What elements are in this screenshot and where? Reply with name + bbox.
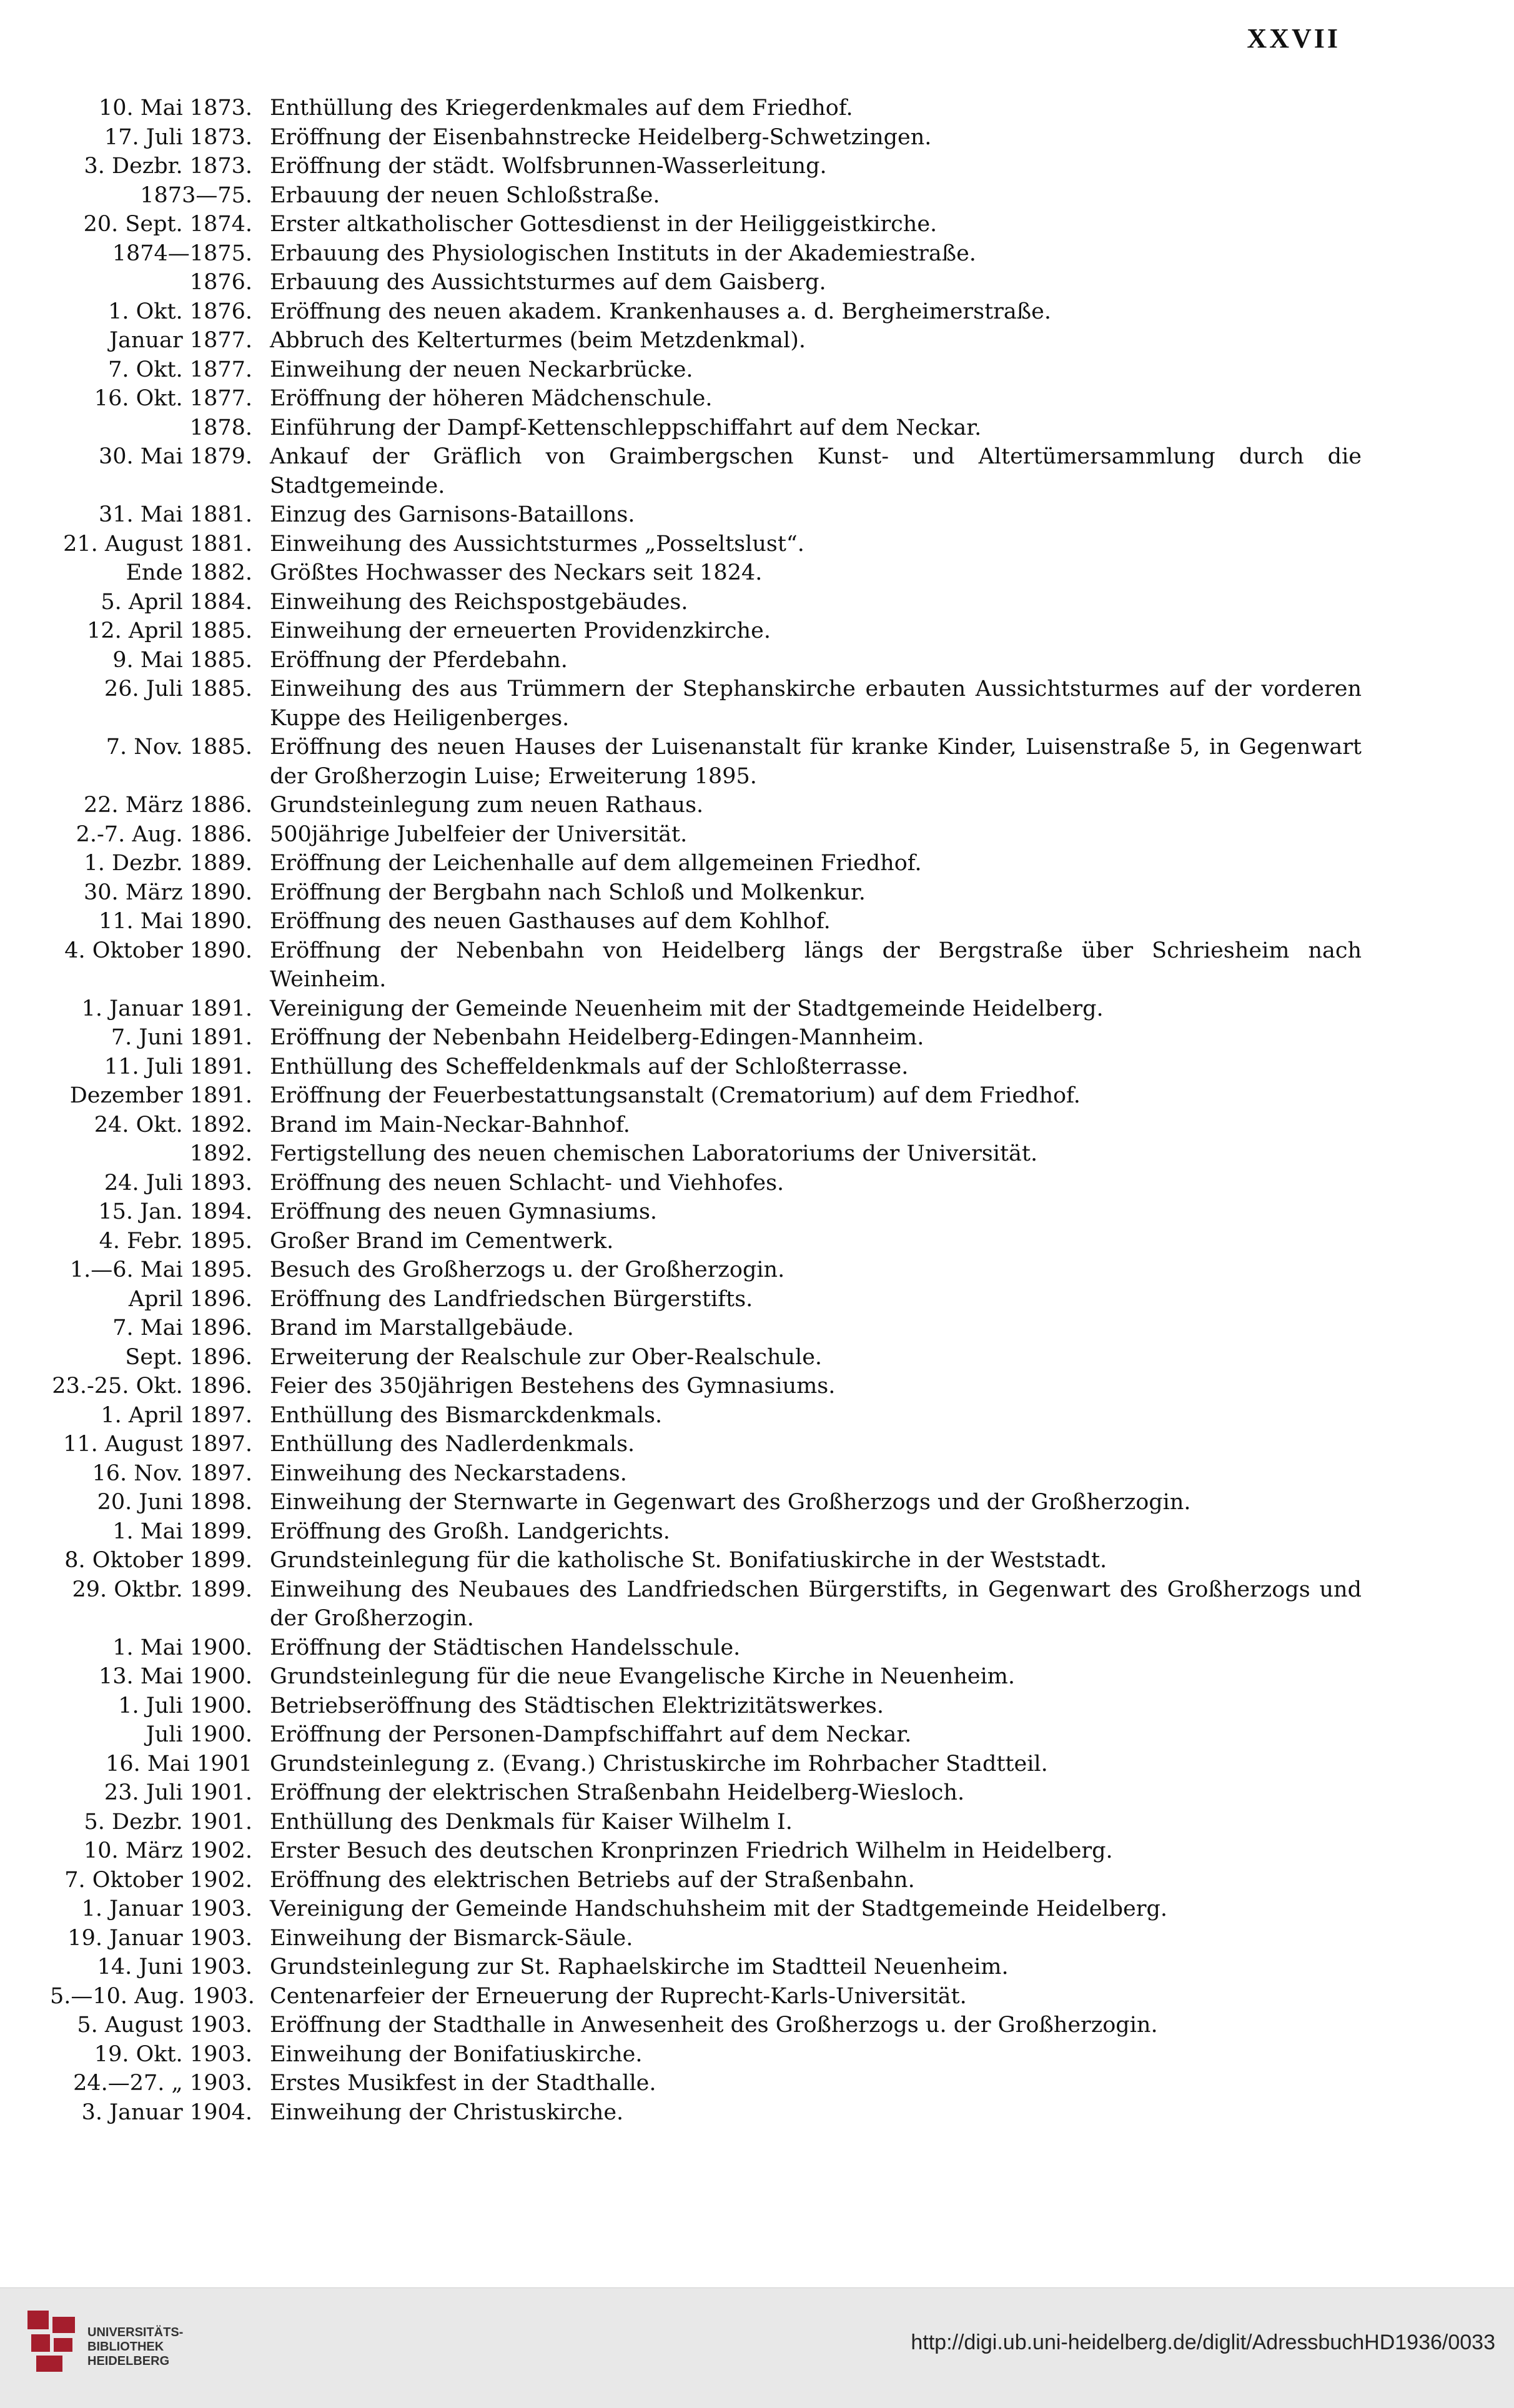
entry-text: Eröffnung des elektrischen Betriebs auf der Straßenbahn. [270,1867,915,1893]
library-name-line: HEIDELBERG [87,2354,170,2368]
library-name-line: UNIVERSITÄTS- [87,2326,184,2339]
entry-date: 8. Oktober 1899. [64,1548,252,1573]
entry-text: Abbruch des Kelterturmes (beim Metzdenkmal). [270,328,806,353]
chronicle-entry [50,1459,1362,1489]
entry-text: Eröffnung des neuen akadem. Krankenhauses a. d. Bergheimerstraße. [270,299,1051,324]
entry-date: 23. Juli 1901. [104,1780,252,1805]
entry-date: 16. Nov. 1897. [92,1460,252,1486]
chronicle-entry [50,791,1362,820]
chronicle-entry [50,326,1362,355]
entry-date: 5. Dezbr. 1901. [84,1809,252,1835]
chronicle-entry [50,442,1362,500]
entry-text: Eröffnung der höheren Mädchenschule. [270,386,713,411]
chronicle-entry [50,181,1362,211]
entry-date: 1892. [189,1141,252,1166]
entry-date: 7. Okt. 1877. [108,357,252,382]
entry-date: 11. Juli 1891. [104,1054,252,1079]
entry-text: Enthüllung des Nadlerdenkmals. [270,1432,635,1457]
chronicle-entry [50,1517,1362,1547]
chronicle-entry [50,210,1362,239]
chronicle-entry [50,820,1362,850]
entry-text: Eröffnung der elektrischen Straßenbahn Heidelberg-Wiesloch. [270,1780,965,1805]
entry-date: 9. Mai 1885. [112,647,252,673]
entry-text: Eröffnung des neuen Gasthauses auf dem Kohlhof. [270,909,831,934]
entry-text: Einweihung der Christuskirche. [270,2099,624,2125]
entry-text: Grundsteinlegung zur St. Raphaelskirche im Stadtteil Neuenheim. [270,1955,1009,1979]
entry-date: 22. März 1886. [84,793,252,818]
entry-text: Einweihung des Neckarstadens. [270,1460,627,1486]
entry-date: 1873—75. [140,182,252,208]
entry-date: 24. Juli 1893. [104,1170,252,1196]
chronicle-entry [50,1430,1362,1459]
entry-text: Eröffnung der städt. Wolfsbrunnen-Wasserleitung. [270,154,827,179]
chronicle-entry [50,994,1362,1024]
entry-text: Einweihung der Bismarck-Säule. [270,1925,633,1951]
chronicle-entry [50,675,1362,733]
chronicle-entry [50,414,1362,443]
entry-text: Fertigstellung des neuen chemischen Laboratoriums der Universität. [270,1141,1038,1166]
entry-date: 1. Januar 1891. [81,996,252,1021]
entry-date: 13. Mai 1900. [98,1664,252,1689]
chronicle-entry [50,2040,1362,2069]
entry-date: 1. April 1897. [101,1402,252,1428]
chronicle-entry [50,1895,1362,1924]
chronicle-entry [50,1285,1362,1314]
chronicle-entry [50,94,1362,123]
entry-text: Einführung der Dampf-Kettenschleppschiffahrt auf dem Neckar. [270,415,982,440]
chronicle-entry [50,1633,1362,1663]
chronicle-entry [50,2069,1362,2098]
entry-date: 19. Okt. 1903. [94,2041,252,2067]
entry-text: Erster Besuch des deutschen Kronprinzen Friedrich Wilhelm in Heidelberg. [270,1838,1113,1863]
entry-text: Einweihung des Neubaues des Landfriedschen Bürgerstifts, in Gegenwart des Großherzogs und der Großherzogin. [270,1577,1362,1631]
chronicle-entry [50,1778,1362,1808]
entry-text: Einweihung des aus Trümmern der Stephanskirche erbauten Aussichtsturmes auf der vorderen Kuppe des Heiligenberges. [270,676,1362,731]
entry-text: Vereinigung der Gemeinde Handschuhsheim mit der Stadtgemeinde Heidelberg. [270,1896,1167,1921]
chronicle-entry [50,849,1362,878]
entry-date: 24. Okt. 1892. [94,1112,252,1137]
entry-date: 1. Dezbr. 1889. [84,851,252,876]
entry-text: Einweihung der neuen Neckarbrücke. [270,357,693,382]
entry-text: Einweihung des Aussichtsturmes „Posseltslust“. [270,531,804,557]
entry-date: 20. Juni 1898. [97,1490,252,1515]
entry-date: 1878. [189,415,252,440]
chronicle-entry [50,1081,1362,1111]
chronicle-entry [50,617,1362,646]
chronicle-entry [50,1372,1362,1401]
chronicle-entry [50,1401,1362,1430]
chronicle-entry [50,1488,1362,1517]
entry-date: 29. Oktbr. 1899. [72,1577,252,1602]
chronicle-entry [50,1343,1362,1372]
chronicle-entry [50,355,1362,385]
chronicle-entry [50,1982,1362,2011]
entry-date: Ende 1882. [126,560,252,585]
entry-text: Eröffnung des neuen Schlacht- und Viehhofes. [270,1170,784,1196]
entry-date: 24.—27. „ 1903. [73,2071,252,2096]
chronicle-entry [50,733,1362,791]
entry-date: 14. Juni 1903. [97,1955,252,1979]
chronicle-entry [50,1750,1362,1779]
chronicle-entry [50,152,1362,181]
entry-text: Einweihung des Reichspostgebäudes. [270,589,688,615]
entry-date: 4. Febr. 1895. [99,1228,252,1254]
entry-date: April 1896. [128,1286,252,1312]
entry-date: 1. Mai 1899. [112,1519,252,1544]
entry-date: 3. Januar 1904. [81,2099,252,2125]
entry-date: 12. April 1885. [87,618,252,643]
chronicle-entry [50,1575,1362,1633]
source-url-link[interactable]: http://digi.ub.uni-heidelberg.de/diglit/AdressbuchHD1936/0033 [911,2331,1495,2354]
entry-text: Eröffnung des neuen Gymnasiums. [270,1199,658,1224]
chronicle-entry [50,384,1362,414]
chronicle-entry [50,1139,1362,1169]
entry-date: Juli 1900. [146,1722,252,1747]
entry-date: 20. Sept. 1874. [83,212,252,237]
entry-text: 500jährige Jubelfeier der Universität. [270,821,688,847]
chronicle-entry [50,1546,1362,1575]
entry-text: Eröffnung der Nebenbahn von Heidelberg längs der Bergstraße über Schriesheim nach Weinheim. [270,938,1362,992]
chronicle-entry [50,1836,1362,1866]
entry-text: Brand im Main-Neckar-Bahnhof. [270,1112,630,1137]
entry-date: 10. März 1902. [84,1838,252,1863]
entry-text: Einweihung der Sternwarte in Gegenwart des Großherzogs und der Großherzogin. [270,1490,1191,1515]
entry-text: Feier des 350jährigen Bestehens des Gymnasiums. [270,1374,836,1399]
entry-text: Centenarfeier der Erneuerung der Ruprecht-Karls-Universität. [270,1983,967,2009]
entry-date: 7. Oktober 1902. [64,1867,252,1893]
entry-date: Dezember 1891. [69,1083,252,1108]
entry-text: Grundsteinlegung z. (Evang.) Christuskirche im Rohrbacher Stadtteil. [270,1751,1048,1776]
chronicle-entry [50,1053,1362,1082]
entry-date: 1874—1875. [112,240,252,266]
entry-date: 16. Okt. 1877. [94,386,252,411]
entry-date: 3. Dezbr. 1873. [84,154,252,179]
entry-text: Brand im Marstallgebäude. [270,1315,574,1340]
entry-date: 1. Juli 1900. [118,1693,252,1718]
entry-text: Ankauf der Gräflich von Graimbergschen Kunst- und Altertümersammlung durch die Stadtgemeinde. [270,444,1362,498]
entry-date: 5.—10. Aug. 1903. [50,1983,255,2009]
entry-text: Enthüllung des Scheffeldenkmals auf der Schloßterrasse. [270,1054,909,1079]
chronicle-entry [50,2098,1362,2128]
chronicle-entry [50,936,1362,994]
entry-text: Größtes Hochwasser des Neckars seit 1824. [270,560,763,585]
chronicle-entry [50,588,1362,617]
chronicle-entry [50,1169,1362,1198]
entry-date: 11. August 1897. [63,1432,252,1457]
chronicle-entry [50,558,1362,588]
chronicle-entry [50,1808,1362,1837]
chronicle-entry [50,530,1362,559]
entry-text: Einweihung der erneuerten Providenzkirche. [270,618,771,643]
entry-text: Erster altkatholischer Gottesdienst in der Heiliggeistkirche. [270,212,938,237]
entry-text: Eröffnung der Stadthalle in Anwesenheit des Großherzogs u. der Großherzogin. [270,2013,1158,2038]
entry-date: 19. Januar 1903. [67,1925,252,1951]
entry-text: Enthüllung des Bismarckdenkmals. [270,1402,663,1428]
library-name [87,2326,183,2369]
entry-text: Grundsteinlegung für die katholische St. Bonifatiuskirche in der Weststadt. [270,1548,1107,1573]
chronicle-entry [50,123,1362,152]
entry-text: Erbauung der neuen Schloßstraße. [270,182,660,208]
entry-text: Betriebseröffnung des Städtischen Elektrizitätswerkes. [270,1693,884,1718]
chronicle-entry [50,1953,1362,1982]
chronicle-entry [50,1197,1362,1227]
entry-date: 31. Mai 1881. [98,502,252,527]
chronicle-entry [50,500,1362,530]
entry-date: 7. Juni 1891. [111,1025,252,1050]
chronicle-entry [50,239,1362,269]
entry-date: 4. Oktober 1890. [64,938,252,963]
page-number: XXVII [1247,23,1340,54]
entry-text: Eröffnung der Bergbahn nach Schloß und Molkenkur. [270,879,866,905]
chronicle-entry [50,1866,1362,1895]
entry-text: Eröffnung der Nebenbahn Heidelberg-Edingen-Mannheim. [270,1025,924,1050]
entry-text: Einzug des Garnisons-Bataillons. [270,502,635,527]
entry-text: Besuch des Großherzogs u. der Großherzogin. [270,1257,785,1282]
chronicle-entry [50,268,1362,297]
entry-text: Vereinigung der Gemeinde Neuenheim mit der Stadtgemeinde Heidelberg. [270,996,1104,1021]
entry-text: Grundsteinlegung zum neuen Rathaus. [270,793,704,818]
entry-text: Eröffnung der Städtischen Handelsschule. [270,1635,741,1660]
chronicle-entry [50,1227,1362,1256]
chronicle-entry [50,1924,1362,1953]
entry-date: 16. Mai 1901 [106,1751,252,1776]
entry-text: Erbauung des Aussichtsturmes auf dem Gaisberg. [270,270,826,295]
entry-date: 23.-25. Okt. 1896. [52,1374,252,1399]
entry-text: Eröffnung des Landfriedschen Bürgerstifts. [270,1286,753,1312]
university-library-logo-icon [27,2311,75,2373]
entry-date: 30. März 1890. [84,879,252,905]
entry-date: 5. April 1884. [101,589,252,615]
entry-text: Eröffnung der Leichenhalle auf dem allgemeinen Friedhof. [270,851,922,876]
entry-date: 1. Okt. 1876. [108,299,252,324]
entry-text: Einweihung der Bonifatiuskirche. [270,2041,643,2067]
entry-text: Eröffnung der Personen-Dampfschiffahrt auf dem Neckar. [270,1722,912,1747]
chronicle-entry [50,878,1362,908]
chronicle-entry [50,1314,1362,1343]
entry-date: Sept. 1896. [125,1344,252,1370]
entry-date: 1. Mai 1900. [112,1635,252,1660]
chronicle-entry [50,297,1362,327]
entry-text: Enthüllung des Kriegerdenkmales auf dem Friedhof. [270,96,853,121]
chronicle-entry [50,907,1362,936]
entry-date: 11. Mai 1890. [98,909,252,934]
entry-date: 1. Januar 1903. [81,1896,252,1921]
entry-date: 7. Mai 1896. [112,1315,252,1340]
entry-date: 5. August 1903. [77,2013,252,2038]
entry-text: Eröffnung der Feuerbestattungsanstalt (Crematorium) auf dem Friedhof. [270,1083,1081,1108]
entry-text: Eröffnung der Pferdebahn. [270,647,568,673]
entry-date: 21. August 1881. [63,531,252,557]
entry-date: 15. Jan. 1894. [98,1199,252,1224]
entry-text: Grundsteinlegung für die neue Evangelische Kirche in Neuenheim. [270,1664,1015,1689]
entry-date: 1.—6. Mai 1895. [69,1257,252,1282]
footer-bar [0,2287,1514,2408]
entry-date: 1876. [189,270,252,295]
entry-date: 26. Juli 1885. [104,676,252,701]
chronicle-entry [50,2011,1362,2040]
entry-text: Großer Brand im Cementwerk. [270,1228,614,1254]
library-name-line: BIBLIOTHEK [87,2340,164,2354]
entry-text: Eröffnung des neuen Hauses der Luisenanstalt für kranke Kinder, Luisenstraße 5, in Gegenwart der Großherzogin Luise; Erweiterung 1895. [270,735,1362,789]
chronicle-entry [50,1720,1362,1750]
entry-date: 10. Mai 1873. [98,96,252,121]
entry-text: Enthüllung des Denkmals für Kaiser Wilhelm I. [270,1809,793,1835]
chronicle-entry [50,1662,1362,1692]
entry-date: Januar 1877. [109,328,252,353]
entry-text: Erweiterung der Realschule zur Ober-Realschule. [270,1344,823,1370]
chronicle-entry [50,1256,1362,1285]
entry-date: 30. Mai 1879. [98,444,252,469]
entry-date: 17. Juli 1873. [104,124,252,150]
chronicle-list [50,94,1362,2127]
entry-text: Eröffnung des Großh. Landgerichts. [270,1519,670,1544]
chronicle-entry [50,1023,1362,1053]
chronicle-entry [50,1111,1362,1140]
chronicle-entry [50,1692,1362,1721]
entry-date: 7. Nov. 1885. [106,735,252,760]
entry-text: Erbauung des Physiologischen Instituts in der Akademiestraße. [270,240,976,266]
chronicle-entry [50,646,1362,675]
entry-text: Eröffnung der Eisenbahnstrecke Heidelberg-Schwetzingen. [270,124,932,150]
entry-date: 2.-7. Aug. 1886. [76,821,252,847]
entry-text: Erstes Musikfest in der Stadthalle. [270,2071,656,2096]
